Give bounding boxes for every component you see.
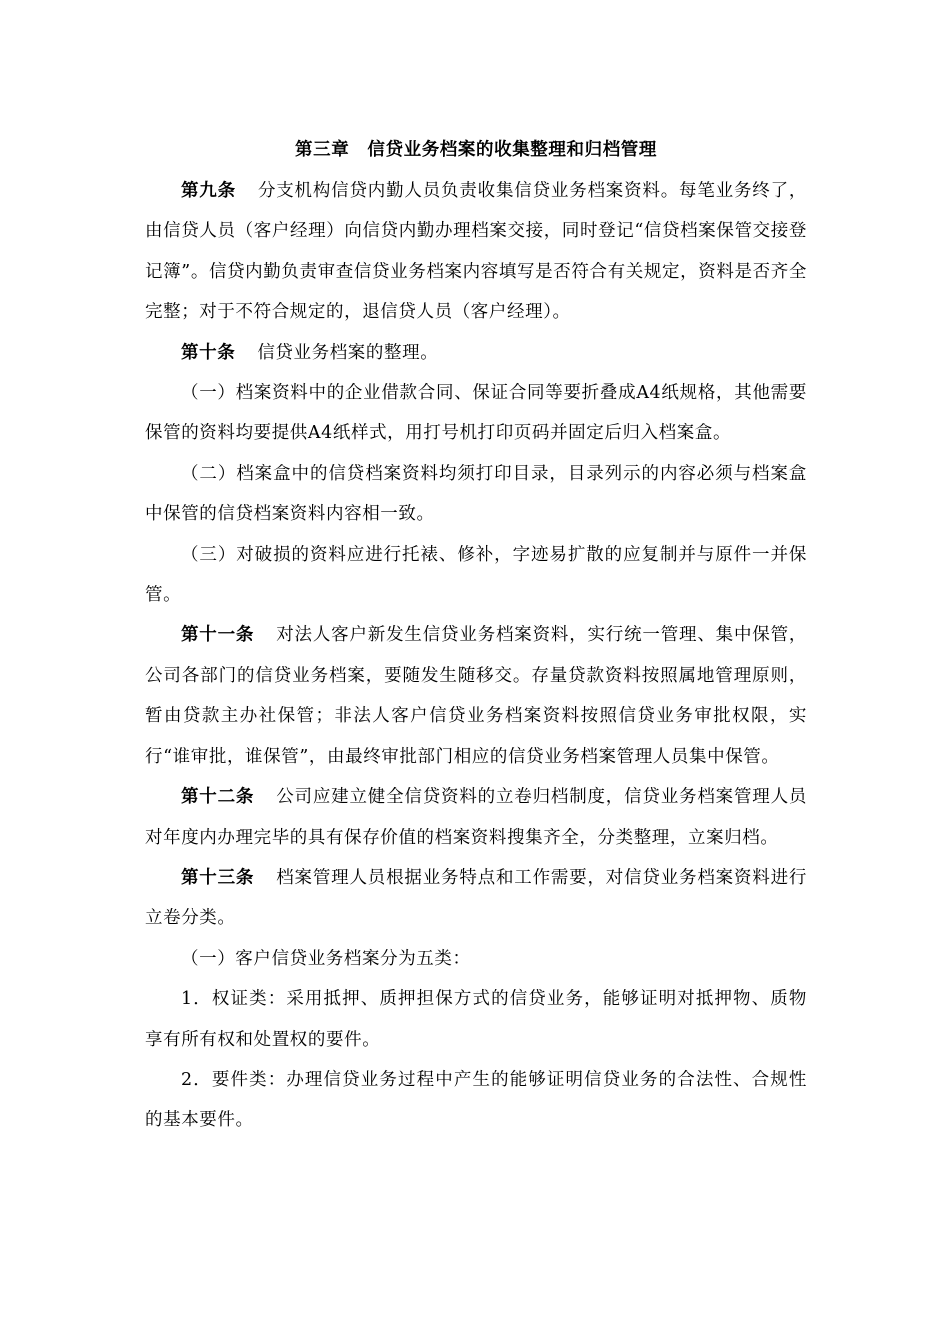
- article-11: [145, 615, 807, 777]
- list-item-2: 2．要件类：办理信贷业务过程中产生的能够证明信贷业务的合法性、合规性的基本要件。: [145, 1069, 807, 1131]
- article-9: [145, 171, 807, 333]
- article-text: 分支机构信贷内勤人员负责收集信贷业务档案资料。每笔业务终了，由信贷人员（客户经理）向信贷内勤办理档案交接，同时登记“信贷档案保管交接登记簿”。信贷内勤负责审查信贷业务档案内容填写是否符合有关规定，资料是否齐全完整；对于不符合规定的，退信贷人员（客户经理）。: [145, 181, 807, 323]
- article-13: [145, 858, 807, 939]
- clause-10-1: （一）档案资料中的企业借款合同、保证合同等要折叠成A4纸规格，其他需要保管的资料均要提供A4纸样式，用打号机打印页码并固定后归入档案盒。: [145, 383, 807, 444]
- chapter-title: 第三章 信贷业务档案的收集整理和归档管理: [295, 140, 657, 160]
- list-item-1: 1．权证类：采用抵押、质押担保方式的信贷业务，能够证明对抵押物、质物享有所有权和处置权的要件。: [145, 989, 807, 1050]
- article-text: 对法人客户新发生信贷业务档案资料，实行统一管理、集中保管，公司各部门的信贷业务档案，要随发生随移交。存量贷款资料按照属地管理原则，暂由贷款主办社保管；非法人客户信贷业务档案资料按照信贷业务审批权限，实行“谁审批，谁保管”，由最终审批部门相应的信贷业务档案管理人员集中保管。: [145, 625, 807, 767]
- article-number: 第十三条: [181, 867, 255, 888]
- article-12: [145, 777, 807, 858]
- clause-10-3: （三）对破损的资料应进行托裱、修补，字迹易扩散的应复制并与原件一并保管。: [145, 544, 807, 606]
- article-number: 第十二条: [181, 787, 255, 808]
- article-text: 档案管理人员根据业务特点和工作需要，对信贷业务档案资料进行立卷分类。: [145, 867, 807, 929]
- article-number: 第十条: [181, 342, 236, 363]
- article-text: 公司应建立健全信贷资料的立卷归档制度，信贷业务档案管理人员对年度内办理完毕的具有保存价值的档案资料搜集齐全，分类整理，立案归档。: [145, 787, 807, 848]
- article-number: 第九条: [181, 181, 236, 201]
- article-10: [145, 333, 807, 373]
- document-page: [145, 133, 807, 1141]
- article-text: 信贷业务档案的整理。: [257, 342, 439, 363]
- clause-13-1: （一）客户信贷业务档案分为五类：: [181, 948, 471, 969]
- article-number: 第十一条: [181, 625, 255, 646]
- clause-10-2: （二）档案盒中的信贷档案资料均须打印目录，目录列示的内容必须与档案盒中保管的信贷档案资料内容相一致。: [145, 463, 807, 525]
